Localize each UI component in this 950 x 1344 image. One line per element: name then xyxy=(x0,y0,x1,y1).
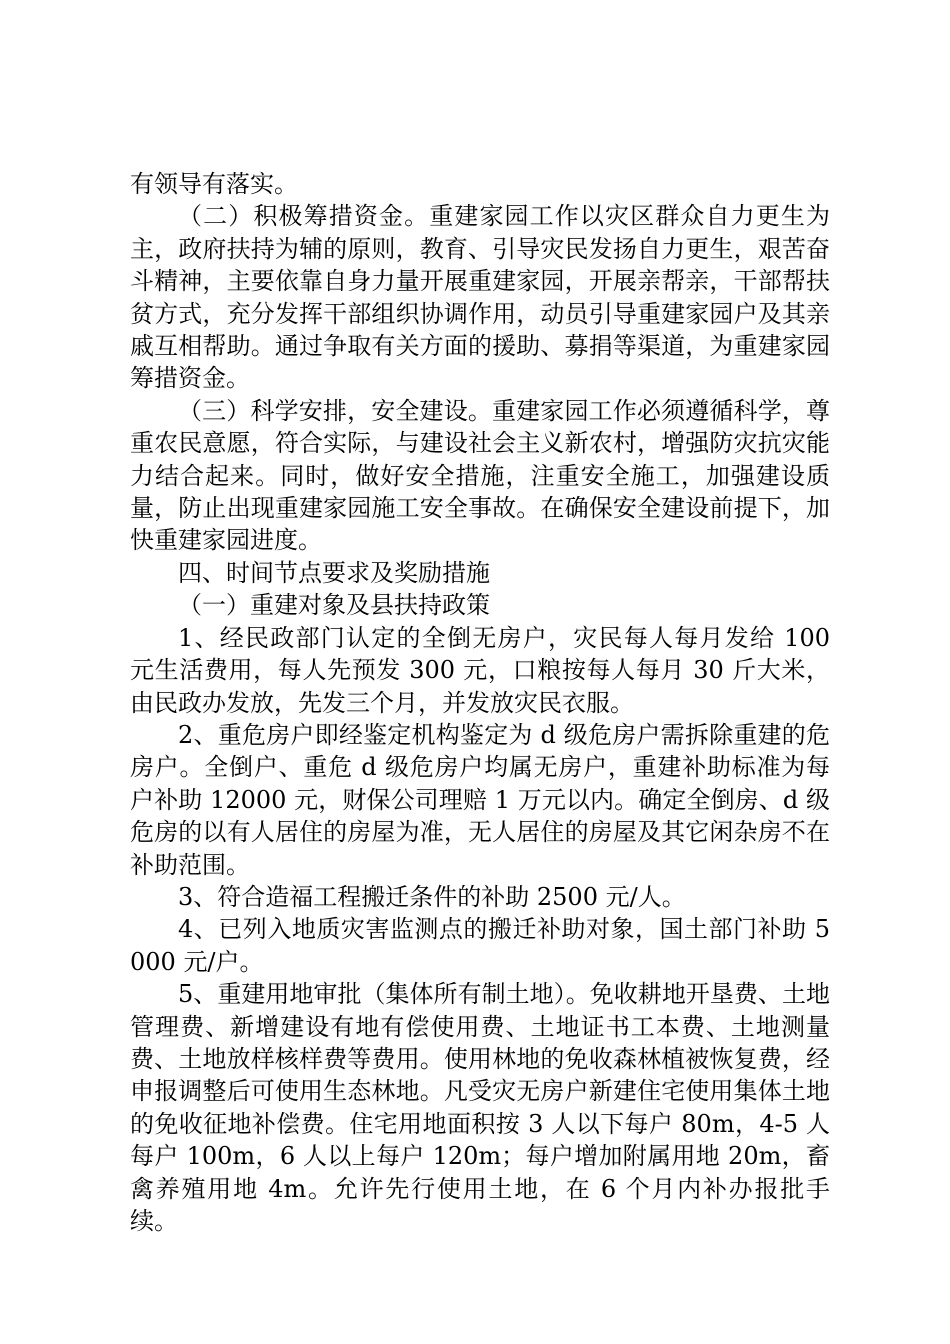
paragraph-raise-funds: （二）积极筹措资金。重建家园工作以灾区群众自力更生为主，政府扶持为辅的原则，教育、引导灾民发扬自力更生，艰苦奋斗精神，主要依靠自身力量开展重建家园，开展亲帮亲，干部帮扶贫方式，充分发挥干部组织协调作用，动员引导重建家园户及其亲戚互相帮助。通过争取有关方面的援助、募捐等渠道，为重建家园筹措资金。 xyxy=(130,202,830,393)
paragraph-item-1: 1、经民政部门认定的全倒无房户，灾民每人每月发给 100 元生活费用，每人先预发 300 元，口粮按每人每月 30 斤大米，由民政办发放，先发三个月，并发放灾民衣服。 xyxy=(130,623,830,717)
paragraph-item-5: 5、重建用地审批（集体所有制土地）。免收耕地开垦费、土地管理费、新增建设有地有偿使用费、土地证书工本费、土地测量费、土地放样核样费等费用。使用林地的免收森林植被恢复费，经申报调整后可使用生态林地。凡受灾无房户新建住宅使用集体土地的免收征地补偿费。住宅用地面积按 3 人以下每户 80m，4-5 人每户 100m，6 人以上每户 120m；每户增加附属用地 20m，畜禽养殖用地 4m。允许先行使用土地，在 6 个月内补办报批手续。 xyxy=(130,980,830,1235)
paragraph-safe-construction: （三）科学安排，安全建设。重建家园工作必须遵循科学，尊重农民意愿，符合实际，与建设社会主义新农村，增强防灾抗灾能力结合起来。同时，做好安全措施，注重安全施工，加强建设质量，防止出现重建家园施工安全事故。在确保安全建设前提下，加快重建家园进度。 xyxy=(130,396,830,555)
section-heading-timeline: 四、时间节点要求及奖励措施 xyxy=(178,558,490,587)
paragraph-item-4: 4、已列入地质灾害监测点的搬迁补助对象，国土部门补助 5000 元/户。 xyxy=(130,915,830,976)
subsection-heading-policy: （一）重建对象及县扶持政策 xyxy=(178,591,490,620)
paragraph-item-3: 3、符合造福工程搬迁条件的补助 2500 元/人。 xyxy=(178,882,686,911)
paragraph-item-2: 2、重危房户即经鉴定机构鉴定为 d 级危房户需拆除重建的危房户。全倒户、重危 d 级危房户均属无房户，重建补助标准为每户补助 12000 元，财保公司理赔 1 万元以内。确定全倒房、d 级危房的以有人居住的房屋为准，无人居住的房屋及其它闲杂房不在补助范围。 xyxy=(130,720,830,879)
document-body xyxy=(130,168,830,1237)
paragraph-continuation: 有领导有落实。 xyxy=(130,170,298,198)
